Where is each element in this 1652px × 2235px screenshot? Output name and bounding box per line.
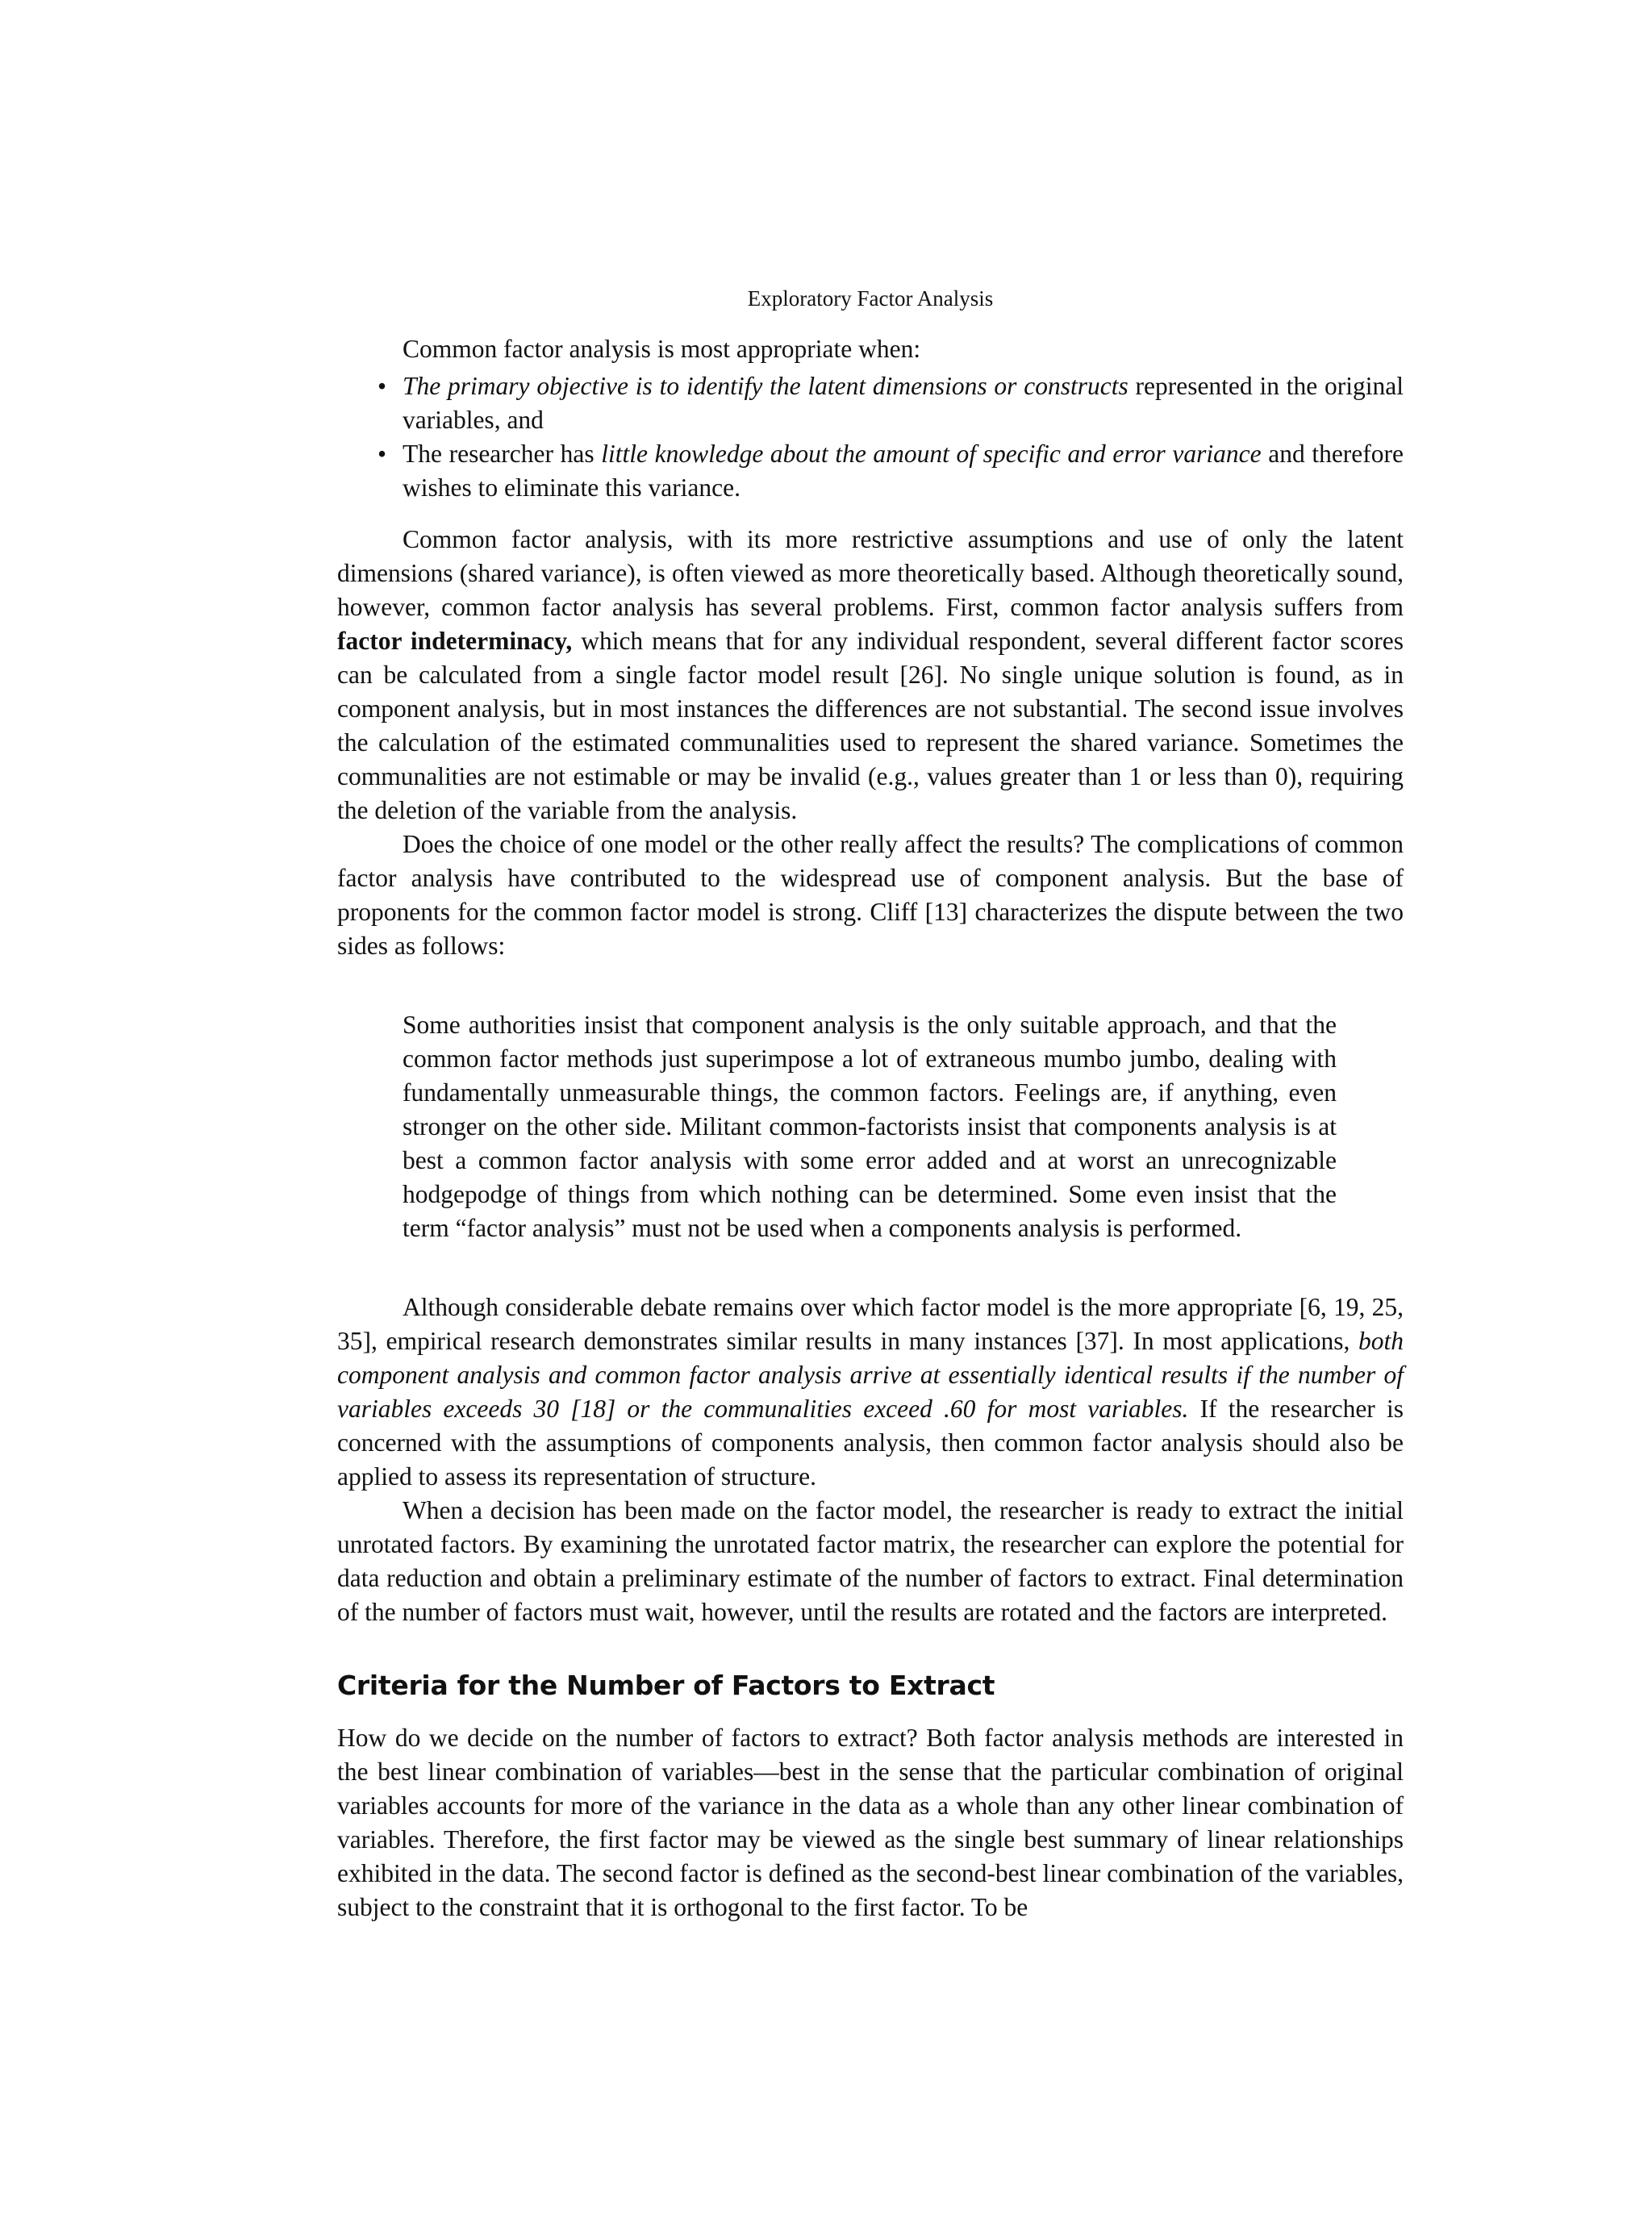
bullet-list [337,369,1404,505]
term-factor-indeterminacy: factor indeterminacy, [337,627,573,655]
bullet-text: represented in the original variables, and [403,372,1404,434]
paragraph-text: Although considerable debate remains over which factor model is the more appropriate [6, 19, 25, 35], empirical research demonstrates similar results in many instances [37]. In most applications, [337,1293,1404,1355]
paragraph-model-choice: Does the choice of one model or the other really affect the results? The complications of common factor analysis have contributed to the widespread use of component analysis. But the base of proponents for the common factor model is strong. Cliff [13] characterizes the dispute between the two sides as follows: [337,830,1404,960]
block-quote [403,1008,1337,1245]
paragraph-text: If the researcher is concerned with the assumptions of components analysis, then common factor analysis should also be applied to assess its representation of structure. [337,1395,1404,1491]
bullet-italic: little knowledge about the amount of specific and error variance [601,440,1262,468]
intro-text: Common factor analysis is most appropriate when: [403,335,921,363]
paragraph-debate [337,1291,1404,1494]
bullet-text: The researcher has [403,440,602,468]
bullet-italic: The primary objective is to identify the latent dimensions or constructs [403,372,1128,400]
paragraph-text: which means that for any individual respondent, several different factor scores can be calculated from a single factor model result [26]. No single unique solution is found, as in component analysis, but in most instances the differences are not substantial. The second issue involves the calculation of the estimated communalities used to represent the shared variance. Sometimes the communalities are not estimable or may be invalid (e.g., values greater than 1 or less than 0), requiring the deletion of the variable from the analysis. [337,627,1404,824]
quote-text: Some authorities insist that component analysis is the only suitable approach, and that the common factor methods just superimpose a lot of extraneous mumbo jumbo, dealing with fundamentally unmeasurable things, the common factors. Feelings are, if anything, even stronger on the other side. Militant common-factorists insist that components analysis is at best a common factor analysis with some error added and at worst an unrecognizable hodgepodge of things from which nothing can be determined. Some even insist that the term “factor analysis” must not be used when a components analysis is performed. [403,1011,1337,1242]
section-heading: Criteria for the Number of Factors to Extract [337,1670,995,1701]
paragraph-criteria: How do we decide on the number of factors to extract? Both factor analysis methods are interested in the best linear combination of variables—best in the sense that the particular combination of original variables accounts for more of the variance in the data as a whole than any other linear combination of variables. Therefore, the first factor may be viewed as the single best summary of linear relationships exhibited in the data. The second factor is defined as the second-best linear combination of the variables, subject to the constraint that it is orthogonal to the first factor. To be [337,1724,1404,1921]
bullet-text: and therefore wishes to eliminate this variance. [403,440,1404,502]
document-page [337,282,1404,1924]
running-head: Exploratory Factor Analysis [747,286,994,311]
paragraph-italic: both component analysis and common factor analysis arrive at essentially identical results if the number of variables exceeds 30 [18] or the communalities exceed .60 for most variables. [337,1327,1404,1423]
paragraph-text: Common factor analysis, with its more restrictive assumptions and use of only the latent dimensions (shared variance), is often viewed as more theoretically based. Although theoretically sound, however, common factor analysis has several problems. First, common factor analysis suffers from [337,525,1404,621]
paragraph-decision: When a decision has been made on the factor model, the researcher is ready to extract the initial unrotated factors. By examining the unrotated factor matrix, the researcher can explore the potential for data reduction and obtain a preliminary estimate of the number of factors to extract. Final determination of the number of factors must wait, however, until the results are rotated and the factors are interpreted. [337,1496,1404,1626]
bullet-item [337,369,1404,437]
bullet-item [337,437,1404,505]
bullet-icon: • [378,372,387,400]
bullet-icon: • [378,440,387,468]
paragraph-common-factor [337,523,1404,828]
